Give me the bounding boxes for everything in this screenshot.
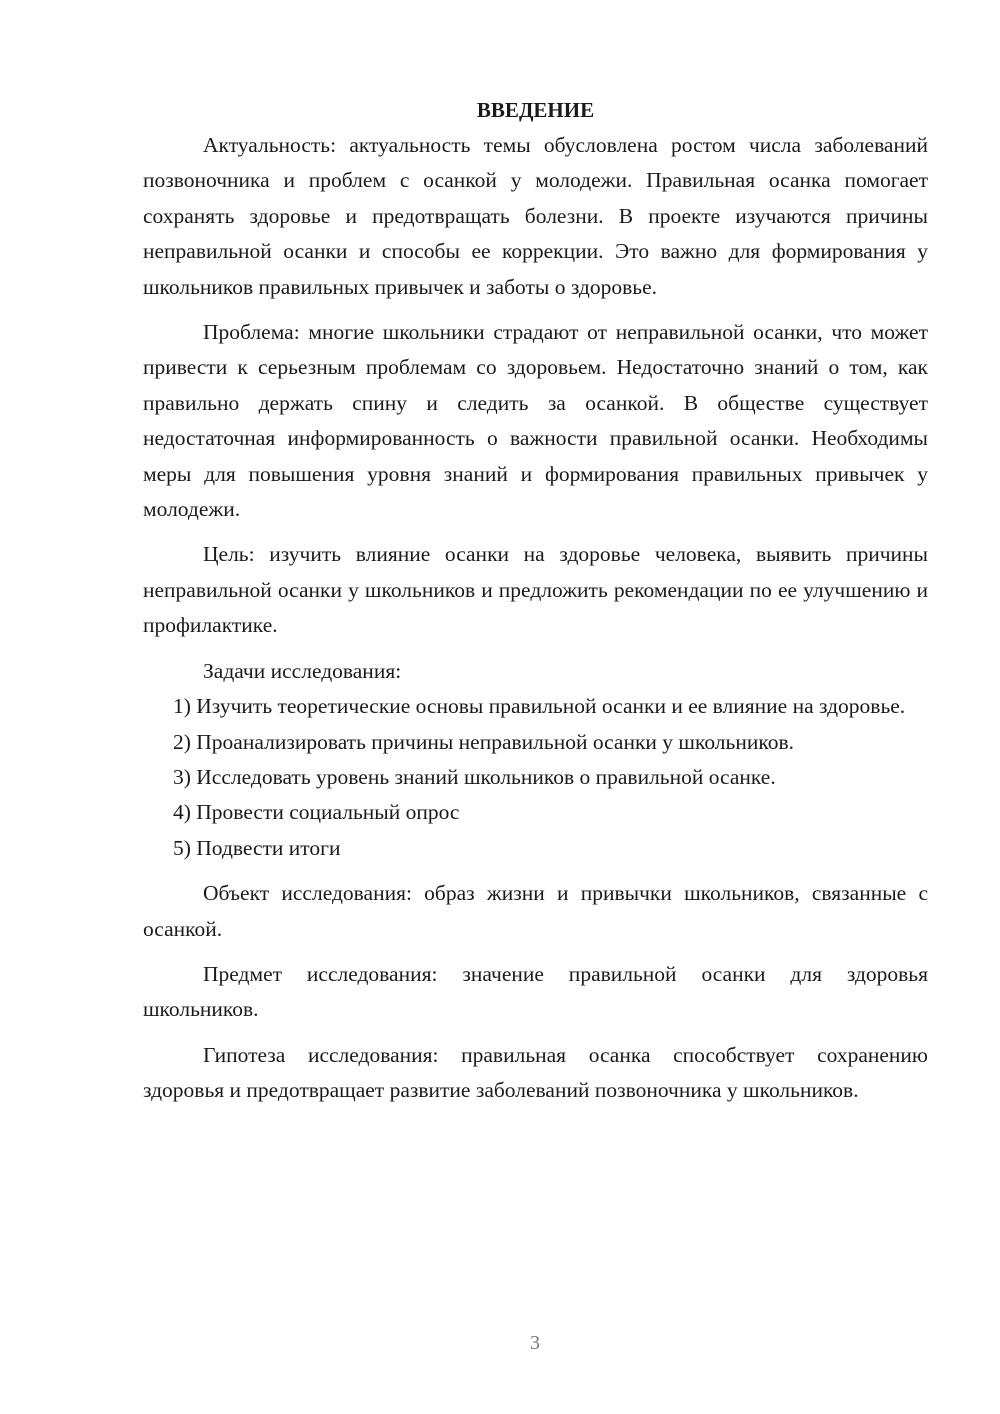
paragraph-subject: Предмет исследования: значение правильной осанки для здоровья школьников. bbox=[143, 961, 928, 1022]
paragraph-object: Объект исследования: образ жизни и привычки школьников, связанные с осанкой. bbox=[143, 881, 928, 941]
paragraph-goal: Цель: изучить влияние осанки на здоровье человека, выявить причины неправильной осанки у школьников и предложить рекомендации по ее улучшению и профилактике. bbox=[143, 542, 928, 638]
task-item-1: 1) Изучить теоретические основы правильной осанки и ее влияние на здоровье. bbox=[173, 694, 906, 719]
paragraph-hypothesis: Гипотеза исследования: правильная осанка способствует сохранению здоровья и предотвращает развитие заболеваний позвоночника у школьников. bbox=[143, 1042, 928, 1103]
task-item-3: 3) Исследовать уровень знаний школьников о правильной осанке. bbox=[173, 764, 776, 789]
document-page bbox=[143, 92, 928, 1109]
task-item-4: 4) Провести социальный опрос bbox=[173, 800, 460, 825]
tasks-heading: Задачи исследования: bbox=[203, 658, 402, 683]
paragraph-relevance: Актуальность: актуальность темы обусловлена ростом числа заболеваний позвоночника и проблем с осанкой у молодежи. Правильная осанка помогает сохранять здоровье и предотвращать болезни. В проекте изучаются причины неправильной осанки и способы ее коррекции. Это важно для формирования у школьников правильных привычек и заботы о здоровье. bbox=[143, 133, 928, 299]
page-number: 3 bbox=[530, 1332, 540, 1354]
page-title: ВВЕДЕНИЕ bbox=[476, 98, 595, 122]
task-item-5: 5) Подвести итоги bbox=[173, 835, 341, 860]
task-item-2: 2) Проанализировать причины неправильной осанки у школьников. bbox=[173, 729, 794, 754]
paragraph-problem: Проблема: многие школьники страдают от неправильной осанки, что может привести к серьезным проблемам со здоровьем. Недостаточно знаний о том, как правильно держать спину и следить за осанкой. В обществе существует недостаточная информированность о важности правильной осанки. Необходимы меры для повышения уровня знаний и формирования правильных привычек у молодежи. bbox=[143, 320, 928, 522]
